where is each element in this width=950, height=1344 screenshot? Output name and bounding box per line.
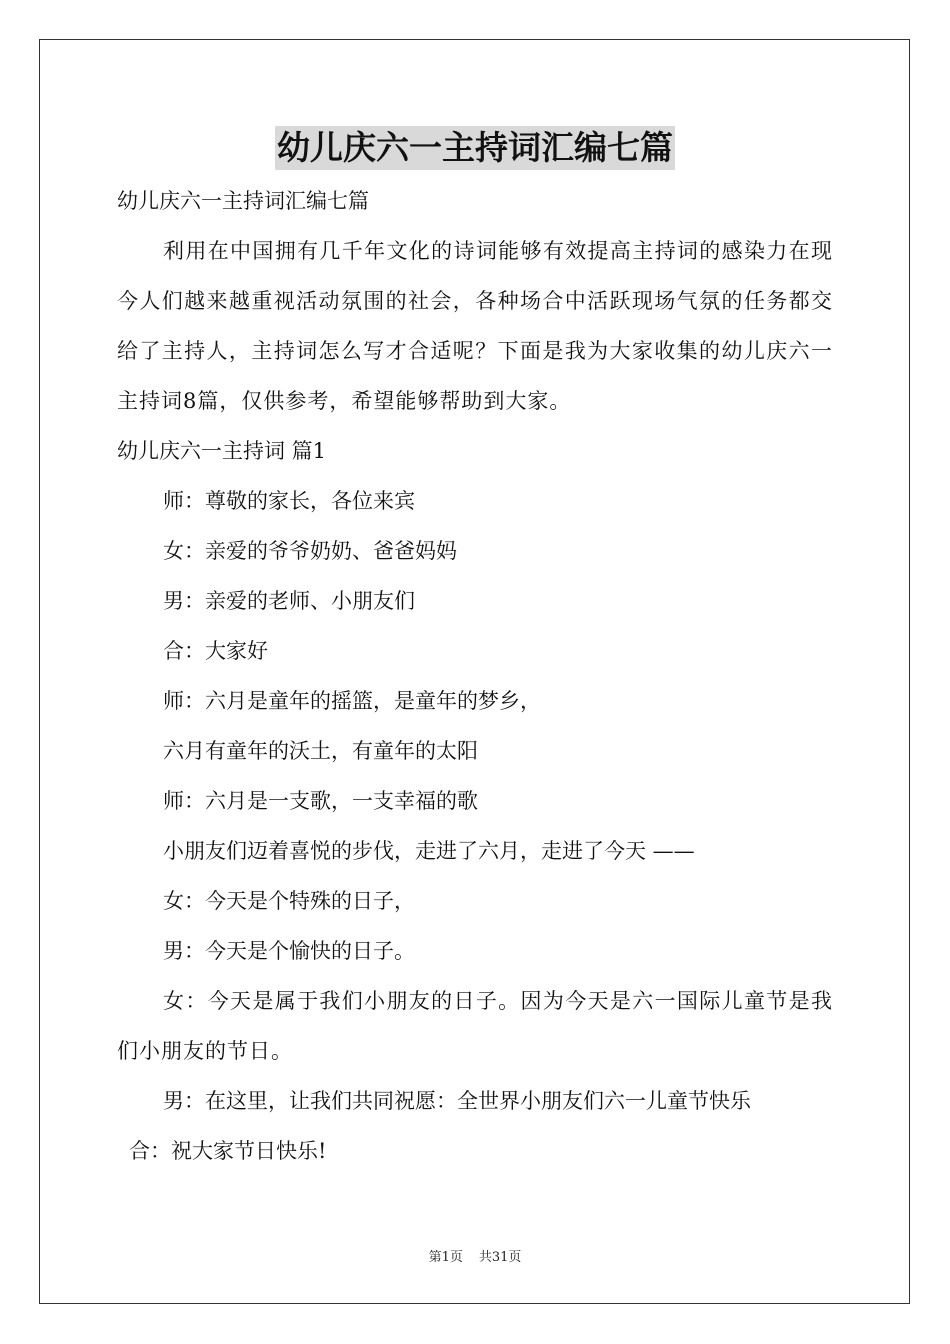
script-line: 女：今天是个特殊的日子， — [163, 889, 415, 913]
page-total: 共31页 — [478, 1250, 522, 1265]
intro-paragraph: 利用在中国拥有几千年文化的诗词能够有效提高主持词的感染力在现今人们越来越重视活动氛围的社会，各种场合中活跃现场气氛的任务都交给了主持人，主持词怎么写才合适呢？下面是我为大家收集的幼儿庆六一主持词8篇，仅供参考，希望能够帮助到大家。 — [117, 239, 833, 413]
document-title — [0, 126, 950, 172]
holiday-paragraph: 女：今天是属于我们小朋友的日子。因为今天是六一国际儿童节是我们小朋友的节日。 — [117, 989, 833, 1063]
section-heading: 幼儿庆六一主持词 篇1 — [117, 439, 327, 463]
script-line: 男：今天是个愉快的日子。 — [163, 939, 415, 963]
script-line: 六月有童年的沃土，有童年的太阳 — [163, 739, 478, 763]
document-subtitle: 幼儿庆六一主持词汇编七篇 — [117, 189, 369, 213]
script-line: 师：六月是童年的摇篮，是童年的梦乡， — [163, 689, 541, 713]
script-line: 师：六月是一支歌，一支幸福的歌 — [163, 789, 478, 813]
script-line: 师：尊敬的家长，各位来宾 — [163, 489, 415, 513]
page-footer — [0, 1246, 950, 1265]
script-line: 小朋友们迈着喜悦的步伐，走进了六月，走进了今天 —— — [163, 839, 695, 863]
document-body — [117, 176, 833, 1176]
script-line: 男：亲爱的老师、小朋友们 — [163, 589, 415, 613]
script-line: 合：大家好 — [163, 639, 268, 663]
final-line: 合：祝大家节日快乐! — [129, 1139, 327, 1163]
page-number: 第1页 — [428, 1250, 463, 1265]
wish-line: 男：在这里，让我们共同祝愿：全世界小朋友们六一儿童节快乐 — [163, 1089, 751, 1113]
script-line: 女：亲爱的爷爷奶奶、爸爸妈妈 — [163, 539, 457, 563]
document-title-text: 幼儿庆六一主持词汇编七篇 — [275, 126, 675, 170]
